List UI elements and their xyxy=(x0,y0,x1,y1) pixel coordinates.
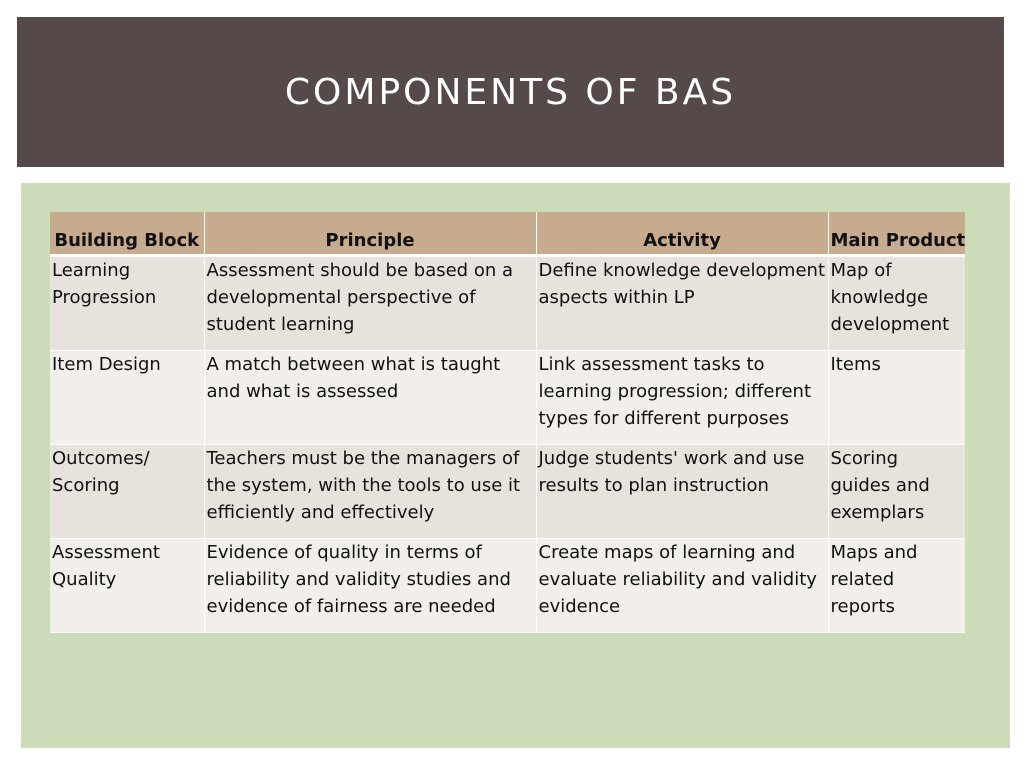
cell-principle: Teachers must be the managers of the system, with the tools to use it efficiently and effectively xyxy=(204,445,536,539)
table-header-row xyxy=(50,212,965,256)
header-main-product: Main Product xyxy=(828,212,965,256)
cell-principle: Assessment should be based on a developmental perspective of student learning xyxy=(204,256,536,351)
cell-principle: A match between what is taught and what is assessed xyxy=(204,351,536,445)
table-row xyxy=(50,256,965,351)
components-table xyxy=(50,212,965,633)
cell-activity: Define knowledge development aspects within LP xyxy=(536,256,828,351)
cell-activity: Link assessment tasks to learning progression; different types for different purposes xyxy=(536,351,828,445)
cell-building-block: Item Design xyxy=(50,351,204,445)
cell-building-block: Outcomes/ Scoring xyxy=(50,445,204,539)
title-band xyxy=(17,17,1004,167)
slide-title: COMPONENTS OF BAS xyxy=(284,71,737,113)
header-principle: Principle xyxy=(204,212,536,256)
cell-main-product: Items xyxy=(828,351,965,445)
cell-building-block: Assessment Quality xyxy=(50,539,204,633)
header-activity: Activity xyxy=(536,212,828,256)
table-row xyxy=(50,539,965,633)
table-row xyxy=(50,351,965,445)
cell-main-product: Scoring guides and exemplars xyxy=(828,445,965,539)
cell-activity: Create maps of learning and evaluate reliability and validity evidence xyxy=(536,539,828,633)
cell-activity: Judge students' work and use results to plan instruction xyxy=(536,445,828,539)
cell-principle: Evidence of quality in terms of reliability and validity studies and evidence of fairness are needed xyxy=(204,539,536,633)
cell-building-block: Learning Progression xyxy=(50,256,204,351)
table-row xyxy=(50,445,965,539)
header-building-block: Building Block xyxy=(50,212,204,256)
cell-main-product: Map of knowledge development xyxy=(828,256,965,351)
cell-main-product: Maps and related reports xyxy=(828,539,965,633)
